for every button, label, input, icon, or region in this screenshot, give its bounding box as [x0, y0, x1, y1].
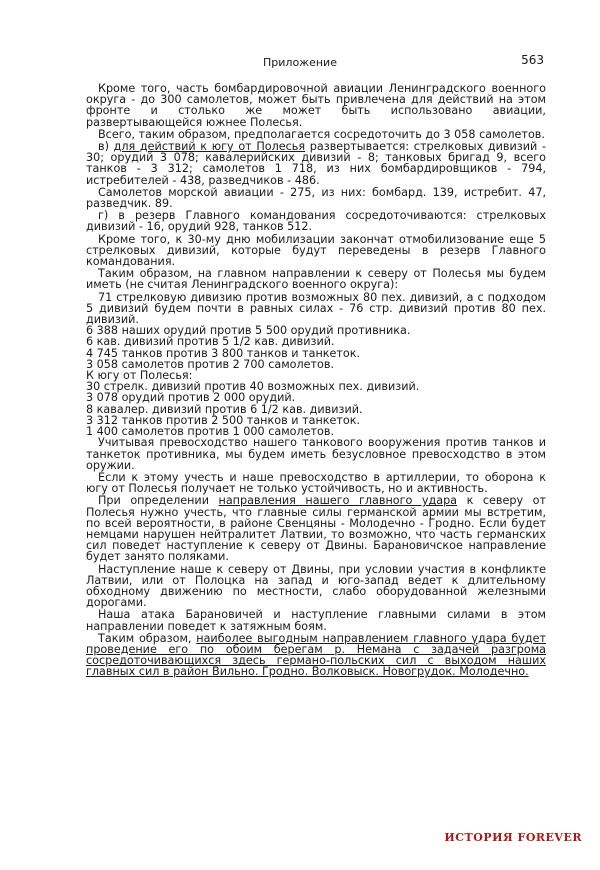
paragraph-tank-superiority: Учитывая превосходство нашего танкового вооружения против танков и танкеток противника, мы будем иметь безусловное превосходство в этом оружии. [86, 436, 546, 472]
paragraph-total-aircraft: Всего, таким образом, предполагается сосредоточить до 3 058 самолетов. [98, 127, 545, 141]
list-item: 3 312 танков против 2 500 танков и танкеток. [86, 413, 361, 427]
paragraph-strike-prefix: При определении [98, 494, 219, 508]
list-item: 3 058 самолетов против 2 700 самолетов. [86, 357, 335, 371]
paragraph-dvina: Наступление наше к северу от Двины, при условии участия в конфликте Латвии, или от Полоцка на запад и юго-запад ведет к длительному обходному движению по местности, слабо оборудованной железными дорогами. [86, 562, 546, 610]
list-item: 30 стрелк. дивизий против 40 возможных пех. дивизий. [86, 380, 420, 394]
paragraph-south-prefix: в) [98, 140, 114, 154]
comparison-north-list [86, 325, 546, 370]
paragraph-strike-text: к северу от Полесья нужно учесть, что главные силы германской армии мы встретим, по всей вероятности, в районе Свенцяны - Молодечно - Гродно. Если будет немцами нарушен нейтралитет Латвии, то возможно, что часть германских сил поведет наступление к северу от Двины. Барановичское направление будет занято поляками. [86, 494, 546, 564]
page-number: 563 [521, 53, 544, 67]
paragraph-naval-aviation: Самолетов морской авиации - 275, из них: бомбард. 139, истребит. 47, разведчик. 89. [86, 185, 546, 211]
paragraph-baranovichi: Наша атака Барановичей и наступление главными силами в этом направлении поведет к затяжным боям. [86, 608, 546, 633]
list-item: 4 745 танков против 3 800 танков и танкеток. [86, 346, 361, 360]
list-item: 3 078 орудий против 2 000 орудий. [86, 391, 296, 405]
paragraph-divisions: 71 стрелковую дивизию против возможных 80 пех. дивизий, а с подходом 5 дивизий будем почти в равных силах - 76 стр. дивизий против 80 пех. дивизий. [86, 290, 546, 327]
paragraph-aviation-leningrad: Кроме того, часть бомбардировочной авиации Ленинградского военного округа - до 300 самолетов, может быть привлечена для действий на этом фронте и столько же может быть использовано авиации, развертывающейся южнее Полесья. [86, 82, 546, 129]
document-body [86, 83, 546, 678]
paragraph-mobilization: Кроме того, к 30-му дню мобилизации закончат отмобилизование еще 5 стрелковых дивизий, которые будут переведены в резерв Главного командования. [86, 232, 546, 269]
paragraph-artillery: Если к этому учесть и наше превосходство в артиллерии, то оборона к югу от Полесья получает не только устойчивость, но и активность. [86, 470, 546, 496]
page-title: Приложение [263, 56, 337, 69]
paragraph-conclusion-prefix: Таким образом, [98, 631, 197, 645]
list-item: 6 кав. дивизий против 5 1/2 кав. дивизий. [86, 335, 335, 349]
paragraph-main-strike [86, 495, 546, 562]
comparison-south-list [86, 381, 546, 437]
paragraph-main-direction: Таким образом, на главном направлении к северу от Полесья мы будем иметь (не считая Ленинградского военного округа): [86, 267, 546, 292]
list-item: 1 400 самолетов против 1 000 самолетов. [86, 425, 335, 439]
watermark: ИСТОРИЯ FOREVER [444, 831, 582, 844]
paragraph-conclusion [86, 633, 546, 678]
list-item: 6 388 наших орудий против 5 500 орудий противника. [86, 324, 411, 338]
list-item: 8 кавалер. дивизий против 6 1/2 кав. дивизий. [86, 402, 363, 416]
paragraph-south-deployment [86, 141, 546, 186]
paragraph-south-text: развертывается: стрелковых дивизий - 30; орудий 3 078; кавалерийских дивизий - 8; танковых бригад 9, всего танков - 3 312; самолетов 1 718, из них бомбардировщиков - 794, истребителей - 438, разведчиков - 486. [86, 140, 547, 187]
underlined-strike-phrase: направления нашего главного удара [218, 494, 458, 508]
paragraph-reserve: г) в резерв Главного командования сосредоточиваются: стрелковых дивизий - 16, орудий 928, танков 512. [86, 209, 546, 234]
underlined-conclusion: наиболее выгодным направлением главного удара будет проведение его по обоим берегам р. Немана с задачей разгрома сосредоточивающихся здесь германо-польских сил с выходом наших главных сил в район Вильно. Гродно. Волковыск. Новогрудок. Молодечно. [86, 631, 547, 679]
south-heading: К югу от Полесья: [86, 369, 193, 383]
underlined-south-phrase: для действий к югу от Полесья [113, 140, 306, 154]
